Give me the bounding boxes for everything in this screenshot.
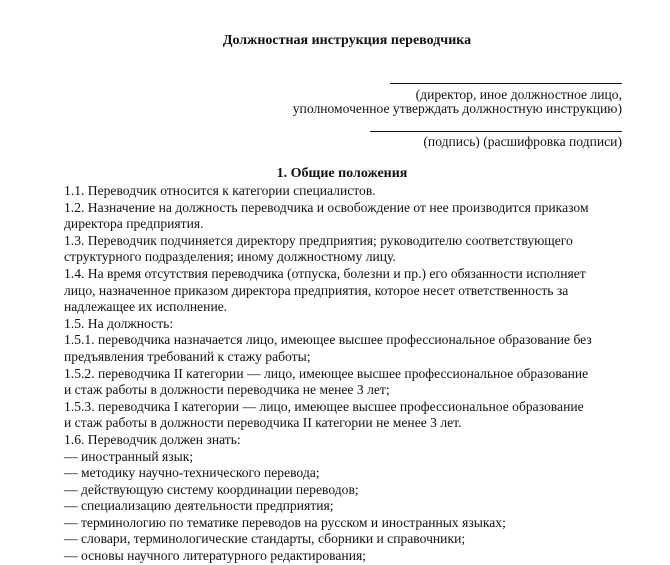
body-text-line: — терминологию по тематике переводов на русском и иностранных языках; — [64, 514, 506, 530]
body-text-line: — словари, терминологические стандарты, сборники и справочники; — [64, 531, 466, 547]
signature-line — [370, 131, 622, 132]
signature-caption: (подпись) (расшифровка подписи) — [423, 134, 622, 149]
document-title: Должностная инструкция переводчика — [222, 33, 472, 48]
body-text-line: 1.5.2. переводчика II категории — лицо, имеющее высшее профессиональное образование — [64, 365, 589, 381]
body-text-line: предъявления требований к стажу работы; — [64, 348, 311, 364]
section-heading: 1. Общие положения — [276, 166, 408, 181]
approver-caption-line1: (директор, иное должностное лицо, — [415, 87, 622, 102]
body-text-line: 1.2. Назначение на должность переводчика и освобождение от нее производится приказом — [64, 199, 589, 215]
body-text-line: директора предприятия. — [64, 216, 204, 232]
body-text-line: — иностранный язык; — [64, 448, 194, 464]
body-text-line: и стаж работы в должности переводчика II категории не менее 3 лет. — [64, 415, 462, 431]
body-text-line: — основы научного литературного редактирования; — [64, 548, 366, 564]
body-text-line: — действующую систему координации переводов; — [64, 481, 359, 497]
body-text-line: 1.5. На должность: — [64, 315, 174, 331]
body-text-line: 1.3. Переводчик подчиняется директору предприятия; руководителю соответствующего — [64, 232, 573, 248]
body-text-line: лицо, назначенное приказом директора предприятия, которое несет ответственность за — [64, 282, 569, 298]
body-text-line: структурного подразделения; иному должностному лицу. — [64, 249, 396, 265]
body-text-line: 1.1. Переводчик относится к категории специалистов. — [64, 183, 376, 198]
body-text-line: 1.6. Переводчик должен знать: — [64, 431, 241, 447]
approver-caption-line2: уполномоченное утверждать должностную инструкцию) — [292, 101, 622, 116]
body-text-line: надлежащее их исполнение. — [64, 299, 228, 315]
director-name-line — [390, 83, 622, 84]
body-text-line: и стаж работы в должности переводчика не менее 3 лет; — [64, 382, 390, 398]
body-text-line: — специализацию деятельности предприятия; — [64, 498, 334, 514]
body-text-line: 1.5.1. переводчика назначается лицо, имеющее высшее профессиональное образование без — [64, 332, 592, 348]
body-text-line: 1.5.3. переводчика I категории — лицо, имеющее высшее профессиональное образование — [64, 398, 584, 414]
body-text-line: 1.4. На время отсутствия переводчика (отпуска, болезни и пр.) его обязанности исполняет — [64, 265, 586, 281]
document-body — [64, 183, 630, 565]
body-text-line: — методику научно-технического перевода; — [64, 465, 320, 481]
